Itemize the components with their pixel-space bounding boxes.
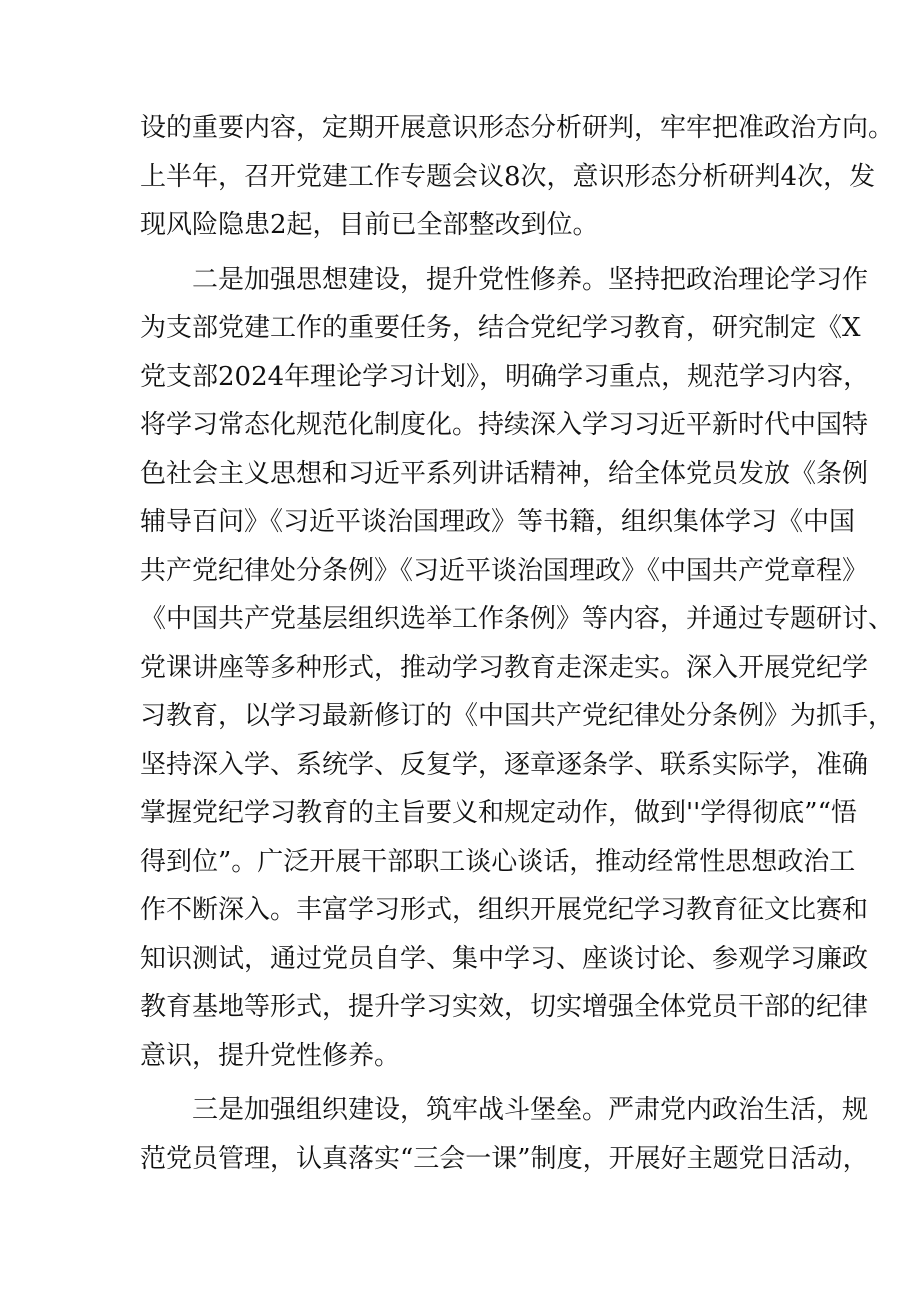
text-line: 教育基地等形式，提升学习实效，切实增强全体党员干部的纪律 [140, 992, 869, 1022]
text-line: 党支部2024年理论学习计划》，明确学习重点，规范学习内容， [140, 361, 870, 392]
text-line: 现风险隐患2起，目前已全部整改到位。 [140, 210, 599, 240]
text-line: 知识测试，通过党员自学、集中学习、座谈讨论、参观学习廉政 [140, 943, 869, 974]
paragraph [140, 104, 895, 250]
text-line: 作不断深入。丰富学习形式，组织开展党纪学习教育征文比赛和 [140, 895, 869, 925]
text-line: 意识，提升党性修养。 [140, 1040, 401, 1071]
paragraph [140, 1086, 869, 1183]
text-line: 党课讲座等多种形式，推动学习教育走深走实。深入开展党纪学 [140, 652, 869, 683]
text-line: 范党员管理，认真落实“三会一课”制度，开展好主题党日活动， [140, 1143, 869, 1174]
text-line: 习教育，以学习最新修订的《中国共产党纪律处分条例》为抓手， [140, 701, 895, 731]
text-line: 三是加强组织建设，筑牢战斗堡垒。严肃党内政治生活，规 [192, 1095, 869, 1125]
text-line: 掌握党纪学习教育的主旨要义和规定动作，做到''学得彻底”“悟 [140, 798, 857, 828]
document-body [140, 104, 895, 1183]
text-line: 为支部党建工作的重要任务，结合党纪学习教育，研究制定《X [140, 313, 861, 343]
text-line: 辅导百问》《习近平谈治国理政》等书籍，组织集体学习《中国 [140, 507, 856, 537]
text-line: 上半年，召开党建工作专题会议8次，意识形态分析研判4次，发 [140, 161, 876, 192]
text-line: 坚持深入学、系统学、反复学，逐章逐条学、联系实际学，准确 [140, 749, 869, 780]
text-line: 将学习常态化规范化制度化。持续深入学习习近平新时代中国特 [140, 410, 869, 440]
text-line: 《中国共产党基层组织选举工作条例》等内容，并通过专题研讨、 [140, 604, 895, 634]
text-line: 色社会主义思想和习近平系列讲话精神，给全体党员发放《条例 [140, 458, 869, 489]
text-line: 二是加强思想建设，提升党性修养。坚持把政治理论学习作 [192, 264, 869, 295]
text-line: 共产党纪律处分条例》《习近平谈治国理政》《中国共产党章程》 [140, 555, 869, 586]
text-line: 得到位”。广泛开展干部职工谈心谈话，推动经常性思想政治工 [140, 846, 856, 877]
paragraph [140, 256, 895, 1081]
text-line: 设的重要内容，定期开展意识形态分析研判，牢牢把准政治方向。 [140, 113, 895, 143]
